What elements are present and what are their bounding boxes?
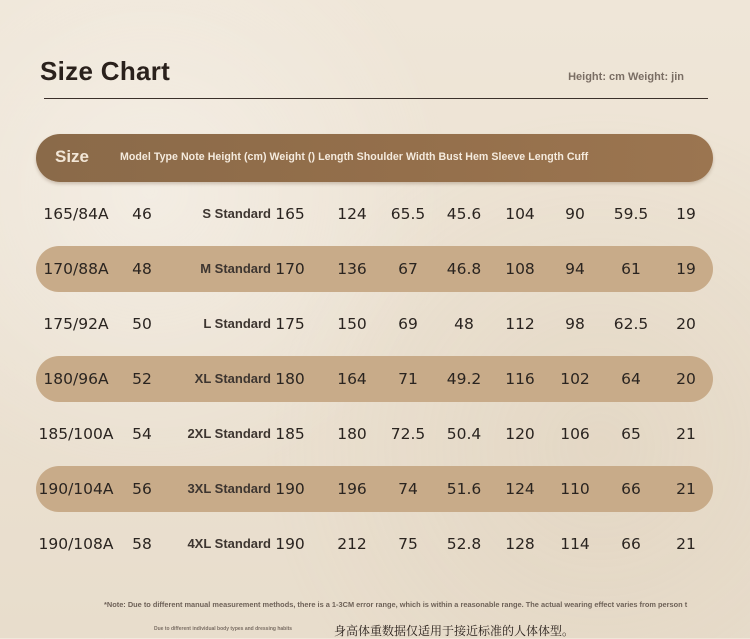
cell-height: 185: [275, 425, 305, 443]
cell-note: L Standard: [203, 316, 271, 331]
cell-cuff: 19: [676, 260, 696, 278]
cell-model: 46: [132, 205, 152, 223]
cell-sleeve: 59.5: [613, 205, 649, 223]
cell-hem: 110: [560, 480, 590, 498]
cell-size: 170/88A: [43, 260, 109, 278]
cell-weight: 150: [337, 315, 367, 333]
cell-shoulder: 49.2: [446, 370, 482, 388]
cell-length: 72.5: [390, 425, 426, 443]
cell-sleeve: 61: [621, 260, 641, 278]
cell-length: 74: [398, 480, 418, 498]
cell-sleeve: 64: [621, 370, 641, 388]
table-row: [36, 411, 713, 457]
cell-cuff: 20: [676, 370, 696, 388]
cell-height: 170: [275, 260, 305, 278]
cell-cuff: 20: [676, 315, 696, 333]
cell-bust: 128: [505, 535, 535, 553]
cell-size: 175/92A: [43, 315, 109, 333]
cell-size: 180/96A: [43, 370, 109, 388]
cell-weight: 180: [337, 425, 367, 443]
cell-sleeve: 62.5: [613, 315, 649, 333]
cell-cuff: 21: [676, 425, 696, 443]
table-header: [36, 134, 713, 182]
cell-model: 48: [132, 260, 152, 278]
cell-height: 165: [275, 205, 305, 223]
cell-size: 185/100A: [38, 425, 114, 443]
cell-note: 3XL Standard: [187, 481, 271, 496]
cell-note: S Standard: [202, 206, 271, 221]
cell-sleeve: 66: [621, 535, 641, 553]
cell-height: 190: [275, 535, 305, 553]
cell-shoulder: 50.4: [446, 425, 482, 443]
cell-hem: 106: [560, 425, 590, 443]
table-row: [36, 301, 713, 347]
cell-size: 190/104A: [38, 480, 114, 498]
cell-bust: 124: [505, 480, 535, 498]
cell-bust: 112: [505, 315, 535, 333]
cell-hem: 90: [565, 205, 585, 223]
cell-weight: 196: [337, 480, 367, 498]
column-headers: Model Type Note Height (cm) Weight () Length Shoulder Width Bust Hem Sleeve Length Cuff: [120, 151, 589, 163]
cell-sleeve: 65: [621, 425, 641, 443]
cell-bust: 116: [505, 370, 535, 388]
cell-shoulder: 52.8: [446, 535, 482, 553]
cell-shoulder: 45.6: [446, 205, 482, 223]
cell-cuff: 21: [676, 535, 696, 553]
chinese-note: 身高体重数据仅适用于接近标准的人体体型。: [334, 624, 575, 638]
cell-model: 54: [132, 425, 152, 443]
cell-hem: 102: [560, 370, 590, 388]
title-divider: [44, 98, 708, 99]
page-title: Size Chart: [40, 56, 171, 86]
cell-shoulder: 51.6: [446, 480, 482, 498]
table-row: [36, 356, 713, 402]
cell-bust: 108: [505, 260, 535, 278]
cell-shoulder: 46.8: [446, 260, 482, 278]
cell-cuff: 21: [676, 480, 696, 498]
cell-note: 4XL Standard: [187, 536, 271, 551]
cell-length: 67: [398, 260, 418, 278]
cell-height: 175: [275, 315, 305, 333]
cell-weight: 136: [337, 260, 367, 278]
footnote-small: Due to different individual body types and dressing habits: [154, 626, 293, 632]
cell-hem: 94: [565, 260, 585, 278]
footnote: *Note: Due to different manual measurement methods, there is a 1-3CM error range, which is within a reasonable range. The actual wearing effect varies from person t: [104, 600, 688, 609]
cell-weight: 212: [337, 535, 367, 553]
cell-model: 50: [132, 315, 152, 333]
cell-weight: 164: [337, 370, 367, 388]
cell-height: 190: [275, 480, 305, 498]
cell-shoulder: 48: [454, 315, 474, 333]
cell-weight: 124: [337, 205, 367, 223]
cell-cuff: 19: [676, 205, 696, 223]
table-row: [36, 466, 713, 512]
cell-note: XL Standard: [194, 371, 271, 386]
cell-sleeve: 66: [621, 480, 641, 498]
cell-length: 65.5: [390, 205, 426, 223]
table-row: [36, 246, 713, 292]
cell-bust: 104: [505, 205, 535, 223]
cell-length: 69: [398, 315, 418, 333]
cell-hem: 98: [565, 315, 585, 333]
cell-bust: 120: [505, 425, 535, 443]
units-label: Height: cm Weight: jin: [568, 71, 684, 83]
cell-note: 2XL Standard: [187, 426, 271, 441]
size-column-header: Size: [55, 147, 90, 166]
cell-length: 71: [398, 370, 418, 388]
cell-height: 180: [275, 370, 305, 388]
cell-note: M Standard: [200, 261, 271, 276]
cell-model: 58: [132, 535, 152, 553]
table-row: [36, 191, 713, 237]
cell-size: 165/84A: [43, 205, 109, 223]
cell-model: 56: [132, 480, 152, 498]
cell-size: 190/108A: [38, 535, 114, 553]
cell-hem: 114: [560, 535, 590, 553]
table-row: [36, 521, 713, 567]
cell-length: 75: [398, 535, 418, 553]
cell-model: 52: [132, 370, 152, 388]
